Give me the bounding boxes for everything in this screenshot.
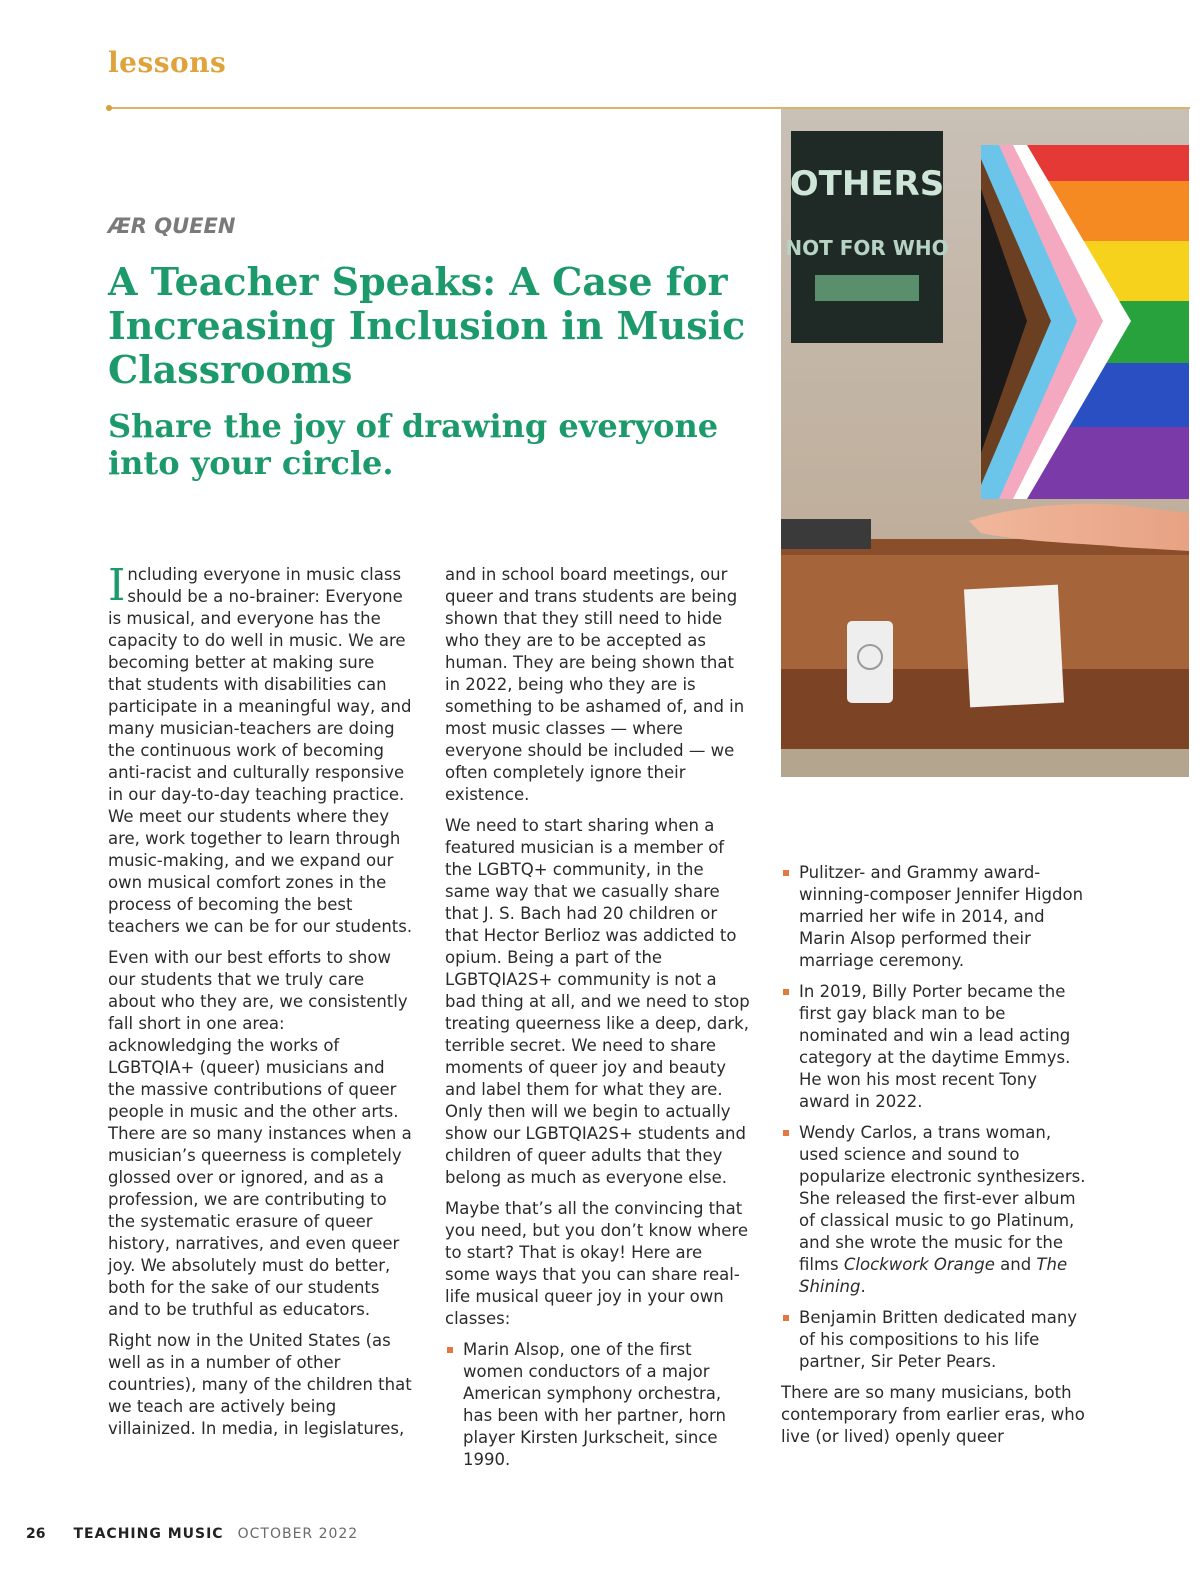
list-item: Pulitzer- and Grammy award-winning-composer Jennifer Higdon married her wife in 2014, and Marin Alsop performed their marriage ceremony. [781, 862, 1086, 972]
poster-title: OTHERS [789, 164, 945, 204]
author-byline: ÆR QUEEN [108, 214, 236, 238]
list-item [781, 1122, 1086, 1298]
classroom-photo [781, 109, 1189, 777]
bullet-list [445, 1339, 750, 1471]
list-item-text: Wendy Carlos, a trans woman, used science and sound to popularize electronic synthesizers. She released the first-ever album of classical music to go Platinum, and she wrote the music for the films [799, 1123, 1086, 1274]
bullet-list [781, 862, 1086, 1373]
paragraph [108, 560, 413, 938]
paragraph-text: ncluding everyone in music class should be a no-brainer: Everyone is musical, and everyone has the capacity to do well in music. We are becoming better at making sure that students with disabilities can participate in a meaningful way, and many musician-teachers are doing the continuous work of becoming anti-racist and culturally responsive in our day-to-day teaching practice. We meet our students where they are, work together to learn through music-making, and we expand our own musical comfort zones in the process of becoming the best teachers we can be for our students. [108, 565, 413, 936]
paragraph: We need to start sharing when a featured musician is a member of the LGBTQ+ community, in the same way that we casually share that J. S. Bach had 20 children or that Hector Berlioz was addicted to opium. Being a part of the LGBTQIA2S+ community is not a bad thing at all, and we need to stop treating queerness like a deep, dark, terrible secret. We need to share moments of queer joy and beauty and label them for what they are. Only then will we begin to actually show our LGBTQIA2S+ students and children of queer adults that they belong as much as everyone else. [445, 816, 750, 1187]
article-subtitle: Share the joy of drawing everyone into your circle. [108, 407, 719, 482]
list-item: Benjamin Britten dedicated many of his compositions to his life partner, Sir Peter Pears. [781, 1307, 1086, 1373]
film-title: Clockwork Orange [843, 1255, 995, 1274]
list-item: In 2019, Billy Porter became the first gay black man to be nominated and win a lead acting category at the daytime Emmys. He won his most recent Tony award in 2022. [781, 981, 1086, 1113]
article-title: A Teacher Speaks: A Case for Increasing Inclusion in Music Classrooms [108, 259, 746, 392]
poster-subtext: NOT FOR WHO [785, 236, 949, 260]
text-column-1 [108, 560, 413, 1449]
text-column-2 [445, 564, 750, 1480]
paragraph: and in school board meetings, our queer and trans students are being shown that they still need to hide who they are to be accepted as human. They are being shown that in 2022, being who they are is something to be ashamed of, and in most music classes — where everyone should be included — we often completely ignore their existence. [445, 565, 745, 804]
page-number: 26 [26, 1526, 46, 1542]
paragraph: Even with our best efforts to show our students that we truly care about who they are, we consistently fall short in one area: acknowledging the works of LGBTQIA+ (queer) musicians and the massive contributions of queer people in music and the other arts. There are so many instances when a musician’s queerness is completely glossed over or ignored, and as a profession, we are contributing to the systematic erasure of queer history, narratives, and even queer joy. We absolutely must do better, both for the sake of our students and to be truthful as educators. [108, 948, 412, 1319]
drop-cap: I [108, 560, 126, 611]
list-item-text: and [994, 1255, 1037, 1274]
section-label: lessons [108, 46, 227, 79]
paragraph: Maybe that’s all the convincing that you need, but you don’t know where to start? That is okay! Here are some ways that you can share real-life musical queer joy in your own classes: [445, 1199, 749, 1328]
magazine-name: TEACHING MUSIC [73, 1526, 224, 1542]
issue-date: OCTOBER 2022 [237, 1526, 359, 1542]
page-footer [26, 1526, 358, 1542]
list-item: Marin Alsop, one of the first women conductors of a major American symphony orchestra, has been with her partner, horn player Kirsten Jurkscheit, since 1990. [445, 1339, 750, 1471]
text-column-3 [781, 862, 1086, 1457]
list-item-text: . [860, 1277, 866, 1296]
paragraph: There are so many musicians, both contemporary from earlier eras, who live (or lived) openly queer [781, 1383, 1085, 1446]
paragraph: Right now in the United States (as well as in a number of other countries), many of the children that we teach are actively being villainized. In media, in legislatures, [108, 1331, 412, 1438]
film-title: The Shining [799, 1255, 1068, 1296]
